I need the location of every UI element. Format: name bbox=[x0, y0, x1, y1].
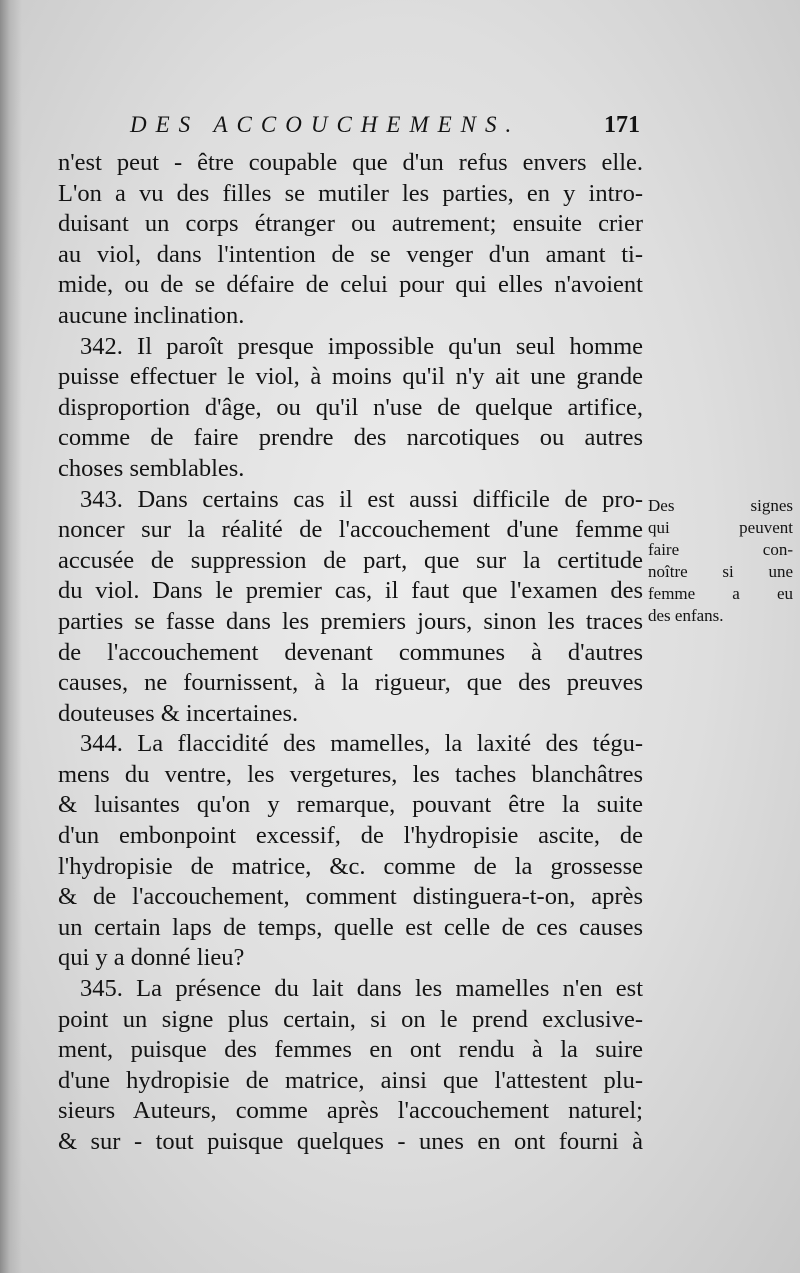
text-line: & sur - tout puisque quelques - unes en ont fourni à bbox=[58, 1128, 643, 1155]
text-line: sieurs Auteurs, comme après l'accouchement naturel; bbox=[58, 1097, 643, 1125]
paragraph-342-start: 342. Il paroît presque impossible qu'un seul homme bbox=[80, 332, 643, 360]
text-line: & luisantes qu'on y remarque, pouvant être la suite bbox=[58, 791, 643, 819]
text-line: disproportion d'âge, ou qu'il n'use de quelque artifice, bbox=[58, 393, 643, 421]
margin-note-line: faire con- bbox=[648, 540, 793, 559]
text-line: l'hydropisie de matrice, &c. comme de la grossesse bbox=[58, 852, 643, 880]
text-line: choses semblables. bbox=[58, 454, 245, 482]
body-text bbox=[58, 148, 643, 1158]
text-line: mide, ou de se défaire de celui pour qui elles n'avoient bbox=[58, 271, 643, 299]
text-line: au viol, dans l'intention de se venger d'un amant ti- bbox=[58, 240, 643, 268]
text-line: mens du ventre, les vergetures, les taches blanchâtres bbox=[58, 760, 643, 788]
text-line: duisant un corps étranger ou autrement; ensuite crier bbox=[58, 210, 643, 238]
text-line: comme de faire prendre des narcotiques ou autres bbox=[58, 424, 643, 452]
text-line: douteuses & incertaines. bbox=[58, 699, 299, 727]
text-line: L'on a vu des filles se mutiler les parties, en y intro- bbox=[58, 179, 643, 207]
text-line: parties se fasse dans les premiers jours, sinon les traces bbox=[58, 607, 643, 635]
text-line: du viol. Dans le premier cas, il faut que l'examen des bbox=[58, 577, 643, 605]
margin-note-line: des enfans. bbox=[648, 606, 724, 625]
text-line: d'un embonpoint excessif, de l'hydropisie ascite, de bbox=[58, 822, 643, 850]
page-number: 171 bbox=[604, 112, 640, 138]
text-line: accusée de suppression de part, que sur la certitude bbox=[58, 546, 643, 574]
margin-note-line: femme a eu bbox=[648, 584, 793, 603]
margin-note-line: noître si une bbox=[648, 562, 793, 581]
text-line: d'une hydropisie de matrice, ainsi que l'attestent plu- bbox=[58, 1066, 643, 1094]
margin-note-line: qui peuvent bbox=[648, 518, 793, 537]
text-line: aucune inclination. bbox=[58, 301, 245, 329]
text-line: & de l'accouchement, comment distinguera-t-on, après bbox=[58, 883, 643, 911]
text-line: point un signe plus certain, si on le prend exclusive- bbox=[58, 1005, 643, 1033]
page-header bbox=[130, 112, 640, 148]
margin-note-line: Des signes bbox=[648, 496, 793, 515]
text-line: causes, ne fournissent, à la rigueur, que des preuves bbox=[58, 669, 643, 697]
text-line: puisse effectuer le viol, à moins qu'il n'y ait une grande bbox=[58, 363, 643, 391]
text-line: un certain laps de temps, quelle est celle de ces causes bbox=[58, 913, 643, 941]
running-head: DES ACCOUCHEMENS. bbox=[130, 112, 521, 137]
text-line: n'est peut - être coupable que d'un refus envers elle. bbox=[58, 149, 643, 176]
text-line: ment, puisque des femmes en ont rendu à la suire bbox=[58, 1036, 643, 1064]
text-line: de l'accouchement devenant communes à d'autres bbox=[58, 638, 643, 666]
text-line: qui y a donné lieu? bbox=[58, 944, 245, 972]
paragraph-343-start: 343. Dans certains cas il est aussi difficile de pro- bbox=[80, 485, 643, 513]
margin-note bbox=[648, 495, 793, 627]
paragraph-345-start: 345. La présence du lait dans les mamelles n'en est bbox=[80, 975, 643, 1003]
paragraph-344-start: 344. La flaccidité des mamelles, la laxité des tégu- bbox=[80, 730, 643, 758]
text-line: noncer sur la réalité de l'accouchement d'une femme bbox=[58, 516, 643, 544]
binding-shadow bbox=[0, 0, 22, 1273]
